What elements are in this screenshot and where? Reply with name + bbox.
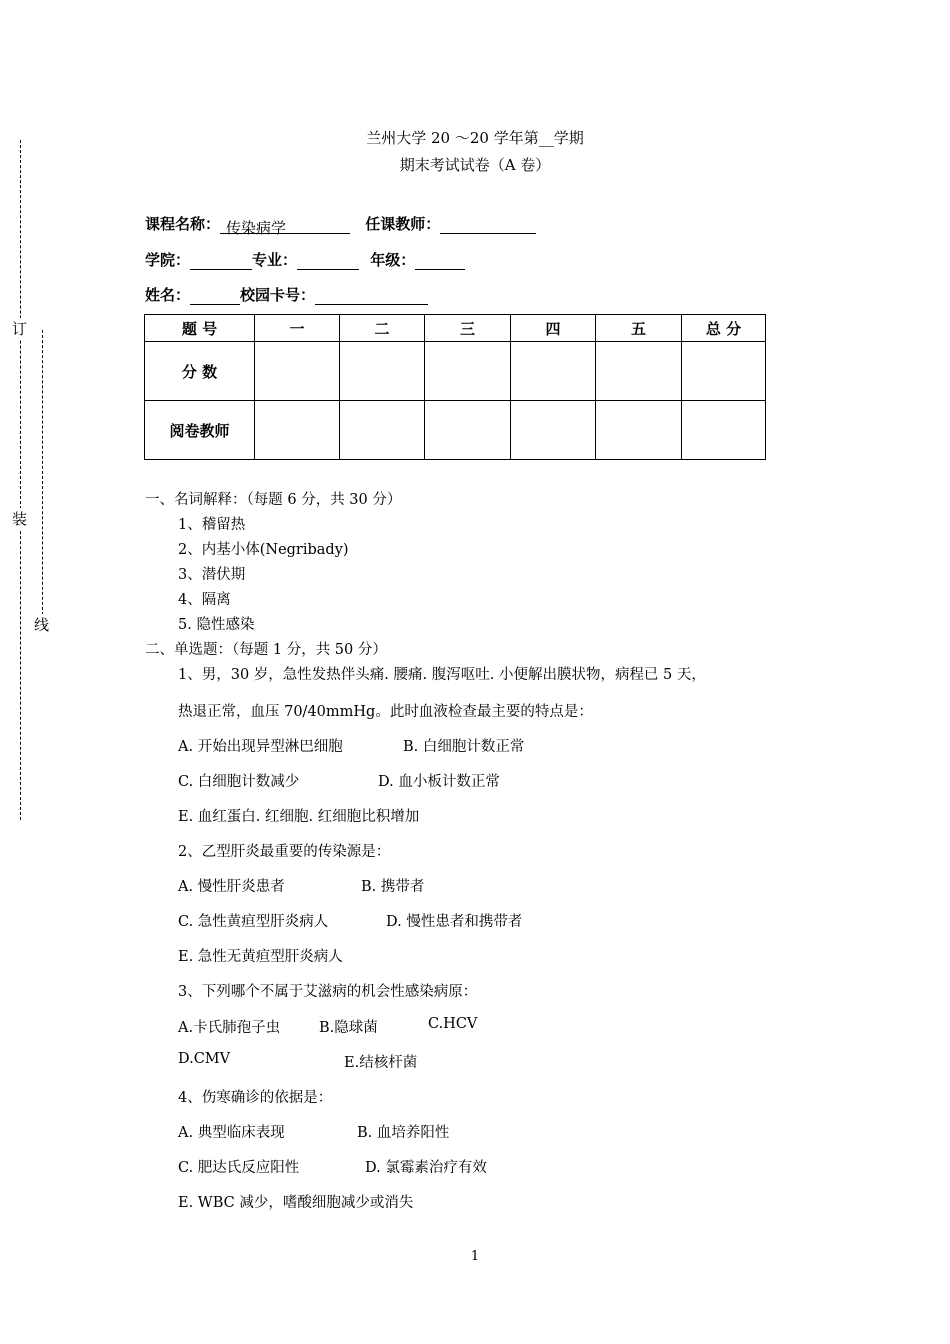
header-cell-3: 三 xyxy=(425,315,511,342)
score-table-score-row xyxy=(145,342,766,401)
score-table xyxy=(144,314,766,460)
major-label: 专业： xyxy=(252,251,298,269)
header-cell-question-number: 题 号 xyxy=(145,315,255,342)
course-label: 课程名称： xyxy=(145,215,221,233)
binding-mark-xian: 线 xyxy=(34,616,50,634)
exam-title-line1: 兰州大学 20 ～20 学年第__学期 xyxy=(366,129,584,147)
question-3: 3、下列哪个不属于艾滋病的机会性感染病原： xyxy=(178,984,478,1000)
question-1-line2: 热退正常，血压 70/40mmHg。此时血液检查最主要的特点是： xyxy=(178,704,593,720)
q2-option-e[interactable]: E. 急性无黄疸型肝炎病人 xyxy=(178,949,343,965)
course-field[interactable] xyxy=(220,217,350,237)
question-1-line1: 1、男，30 岁，急性发热伴头痛. 腰痛. 腹泻呕吐. 小便解出膜状物，病程已 5 天， xyxy=(178,667,706,683)
q1-option-c[interactable]: C. 白细胞计数减少 xyxy=(178,774,300,790)
q1-option-b[interactable]: B. 白细胞计数正常 xyxy=(403,739,525,755)
info-line-name xyxy=(145,284,428,305)
college-label: 学院： xyxy=(145,251,191,269)
name-label: 姓名： xyxy=(145,286,191,304)
score-table-header-row xyxy=(145,315,766,342)
major-field[interactable] xyxy=(297,253,359,270)
grader-row-label: 阅卷教师 xyxy=(145,401,255,460)
question-4: 4、伤寒确诊的依据是： xyxy=(178,1090,333,1106)
q3-option-e[interactable]: E.结核杆菌 xyxy=(344,1055,418,1071)
q1-option-d[interactable]: D. 血小板计数正常 xyxy=(378,774,500,790)
q3-option-d[interactable]: D.CMV xyxy=(178,1051,231,1067)
grade-label: 年级： xyxy=(370,251,416,269)
score-cell[interactable] xyxy=(425,342,511,401)
header-cell-4: 四 xyxy=(511,315,596,342)
q3-option-a[interactable]: A.卡氏肺孢子虫 xyxy=(178,1020,281,1036)
name-field[interactable] xyxy=(190,288,240,305)
term-item-3: 3、潜伏期 xyxy=(178,567,246,583)
page-number: 1 xyxy=(470,1249,480,1264)
header-cell-2: 二 xyxy=(340,315,425,342)
binding-line-outer xyxy=(20,140,21,820)
q1-option-e[interactable]: E. 血红蛋白. 红细胞. 红细胞比积增加 xyxy=(178,809,420,825)
term-item-2: 2、内基小体(Negribady) xyxy=(178,542,349,558)
binding-mark-zhuang: 装 xyxy=(12,510,28,528)
binding-line-inner xyxy=(42,330,43,630)
college-field[interactable] xyxy=(190,253,252,270)
q4-option-a[interactable]: A. 典型临床表现 xyxy=(178,1125,285,1141)
grade-field[interactable] xyxy=(415,253,465,270)
term-item-4: 4、隔离 xyxy=(178,592,231,608)
q3-option-c[interactable]: C.HCV xyxy=(428,1016,478,1032)
section1-title: 一、名词解释：（每题 6 分，共 30 分） xyxy=(145,492,402,508)
header-cell-5: 五 xyxy=(596,315,682,342)
grader-cell[interactable] xyxy=(340,401,425,460)
score-cell[interactable] xyxy=(340,342,425,401)
grader-cell[interactable] xyxy=(255,401,340,460)
q2-option-b[interactable]: B. 携带者 xyxy=(361,879,425,895)
grader-cell[interactable] xyxy=(682,401,766,460)
q4-option-e[interactable]: E. WBC 减少，嗜酸细胞减少或消失 xyxy=(178,1195,414,1211)
header-cell-total: 总 分 xyxy=(682,315,766,342)
teacher-label: 任课教师： xyxy=(365,215,441,233)
term-item-1: 1、稽留热 xyxy=(178,517,246,533)
score-cell[interactable] xyxy=(255,342,340,401)
score-cell[interactable] xyxy=(596,342,682,401)
q4-option-d[interactable]: D. 氯霉素治疗有效 xyxy=(365,1160,487,1176)
score-row-label: 分 数 xyxy=(145,342,255,401)
card-label: 校园卡号： xyxy=(240,286,316,304)
header-cell-1: 一 xyxy=(255,315,340,342)
course-value: 传染病学 xyxy=(226,219,287,237)
q3-option-b[interactable]: B.隐球菌 xyxy=(319,1020,378,1036)
info-line-course xyxy=(145,213,536,237)
card-field[interactable] xyxy=(315,288,428,305)
q2-option-a[interactable]: A. 慢性肝炎患者 xyxy=(178,879,285,895)
score-table-grader-row xyxy=(145,401,766,460)
q2-option-d[interactable]: D. 慢性患者和携带者 xyxy=(386,914,523,930)
score-cell[interactable] xyxy=(511,342,596,401)
exam-title-line2: 期末考试试卷（A 卷） xyxy=(399,156,551,174)
grader-cell[interactable] xyxy=(596,401,682,460)
binding-mark-ding: 订 xyxy=(12,320,28,338)
q4-option-c[interactable]: C. 肥达氏反应阳性 xyxy=(178,1160,300,1176)
term-item-5: 5. 隐性感染 xyxy=(178,617,255,633)
grader-cell[interactable] xyxy=(511,401,596,460)
info-line-college xyxy=(145,249,465,270)
score-cell[interactable] xyxy=(682,342,766,401)
question-2: 2、乙型肝炎最重要的传染源是： xyxy=(178,844,391,860)
q4-option-b[interactable]: B. 血培养阳性 xyxy=(357,1125,450,1141)
section2-title: 二、单选题：（每题 1 分，共 50 分） xyxy=(145,642,387,658)
q2-option-c[interactable]: C. 急性黄疸型肝炎病人 xyxy=(178,914,329,930)
teacher-field[interactable] xyxy=(440,217,536,234)
q1-option-a[interactable]: A. 开始出现异型淋巴细胞 xyxy=(178,739,343,755)
grader-cell[interactable] xyxy=(425,401,511,460)
